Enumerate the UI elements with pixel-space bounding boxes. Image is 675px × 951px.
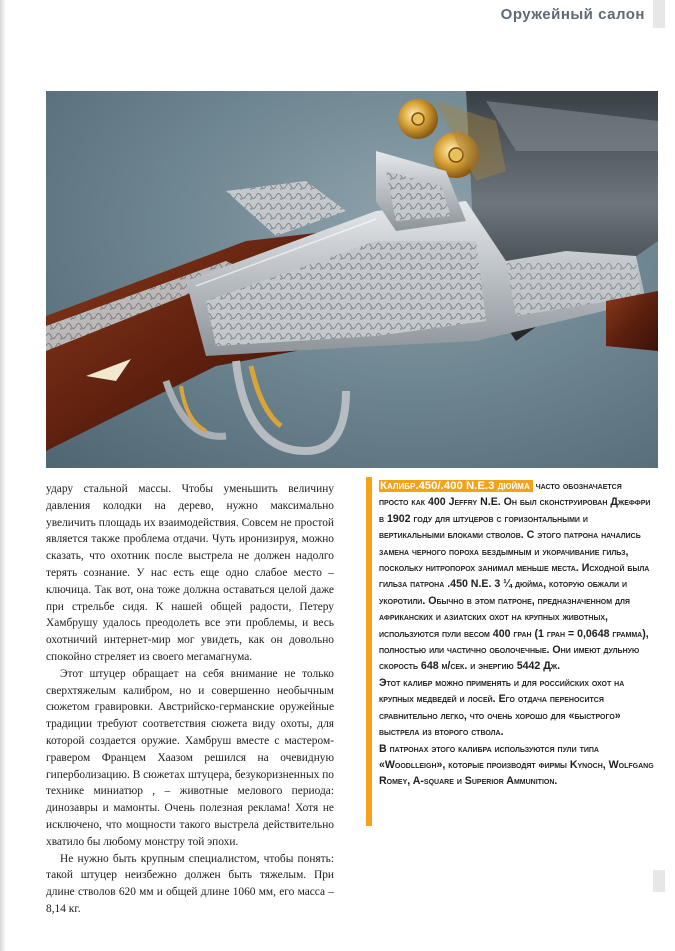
sidebar-paragraph bbox=[379, 478, 654, 675]
rifle-photo bbox=[46, 91, 658, 468]
caliber-sidebar bbox=[366, 477, 653, 826]
article-paragraph: удару стальной массы. Чтобы уменьшить величину давления колодки на дерево, нужно максимально увеличить площадь их взаимодействия. Совсем не простой является также проблема отдачи. Чуть иронизируя, можно сказать, что охотник после выстрела не должен надолго терять сознание. У нас есть еще одно слабое место – ключица. Так вот, она тоже должна оставаться целой даже при стрельбе сидя. К нашей общей радости, Петеру Хамбрушу удалось преодолеть все эти проблемы, и весь охотничий интернет-мир мог увидеть, как он довольно спокойно стреляет из своего мегамагнума. bbox=[46, 483, 334, 663]
thumb-tab-top bbox=[653, 0, 665, 28]
page-edge-shadow bbox=[0, 0, 6, 951]
article-paragraph: Этот штуцер обращает на себя внимание не только сверхтяжелым калибром, но и совершенно необычным сюжетом гравировки. Австрийско-германские оружейные традиции требуют соответствия сюжета виду охоты, для которой создается оружие. Хамбруш вместе с мастером-гравером Францем Хаазом решился на очевидную гиперболизацию. В сюжетах штуцера, безукоризненных по технике миниатюр , – животные мелового периода: динозавры и мамонты. Очень полезная реклама! Хотя не исключено, что мощности такого выстрела действительно хватило бы любому монстру той эпохи. bbox=[46, 667, 334, 848]
thumb-tab-bottom bbox=[653, 870, 665, 892]
sidebar-lead-heading: Калибр.450/.400 N.E.3 дюйма bbox=[379, 480, 533, 492]
article-paragraph: Не нужно быть крупным специалистом, чтобы понять: такой штуцер неизбежно должен быть тяжелым. При длине стволов 620 мм и общей длине 1060 мм, его масса – 8,14 кг. bbox=[46, 852, 334, 915]
article-text-column bbox=[46, 481, 334, 918]
sidebar-paragraph: В патронах этого калибра используются пули типа «Woodlleigh», которые производят фирмы Kynoch, Wolfgang Romey, A-square и Superior Ammunition. bbox=[379, 742, 654, 788]
sidebar-body bbox=[379, 478, 654, 790]
sidebar-paragraph: Этот калибр можно применять и для российских охот на крупных медведей и лосей. Его отдача переносится сравнительно легко, что очень хорошо для «быстрого» выстрела из второго ствола. bbox=[379, 676, 625, 739]
sidebar-accent-bar bbox=[366, 477, 372, 826]
engraved-double-rifle-photo-icon bbox=[46, 91, 658, 468]
sidebar-paragraph-text: часто обозначается просто как 400 Jeffry N.E. Он был сконструирован Джеффри в 1902 году для штуцеров с горизонтальными и вертикальными блоками стволов. С этого патрона начались замена черного пороха бездымным и укорачивание гильз, поскольку нитропорох занимал меньше места. Исходной была гильза патрона .450 N.E. 3 ¼ дюйма, которую обжали и укоротили. Обычно в этом патроне, предназначенном для африканских и азиатских охот на крупных животных, используются пули весом 400 гран (1 гран = 0,0648 грамма), полностью или частично оболочечные. Они имеют дульную скорость 648 м/сек. и энергию 5442 Дж. bbox=[379, 480, 651, 673]
section-title: Оружейный салон bbox=[500, 6, 645, 23]
